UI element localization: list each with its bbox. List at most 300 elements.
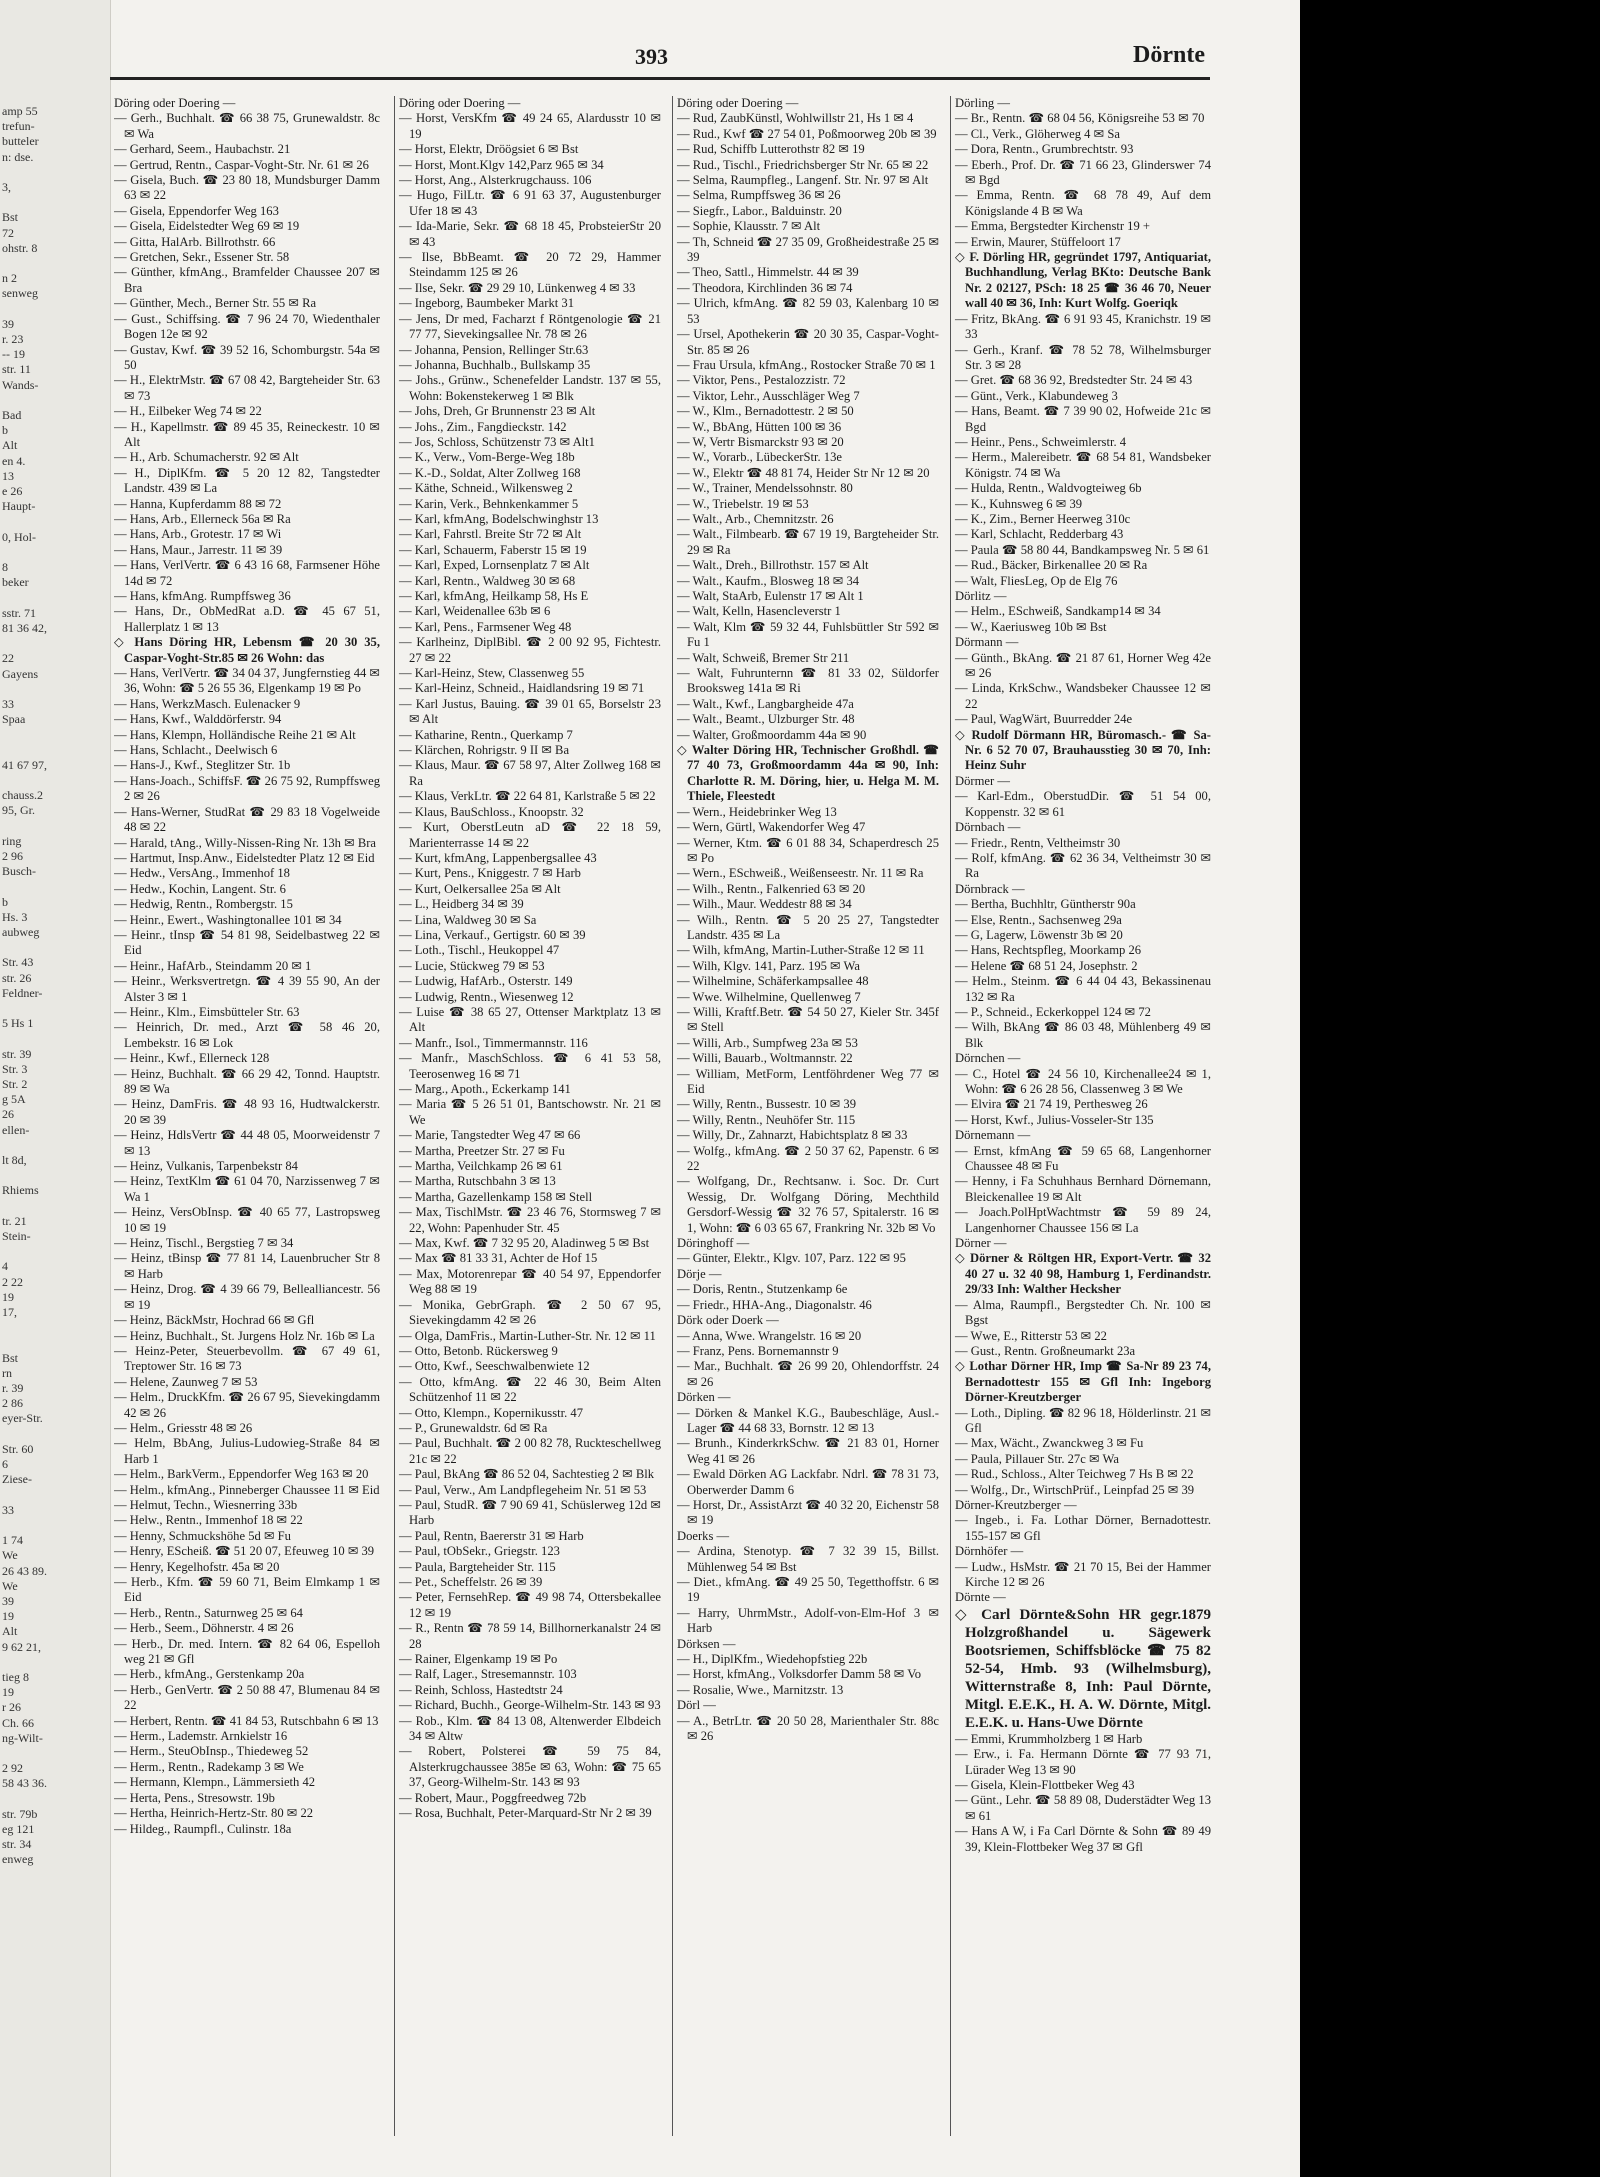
directory-entry: — Rud, ZaubKünstl, Wohlwillstr 21, Hs 1 ✉ 4 <box>677 111 914 126</box>
directory-entry: — Luise ☎ 38 65 27, Ottenser Marktplatz 13 ✉ Alt <box>399 1004 661 1035</box>
directory-entry: — Hertha, Heinrich-Hertz-Str. 80 ✉ 22 <box>114 1806 314 1821</box>
surname-heading: Dörnemann — <box>955 1128 1031 1143</box>
directory-entry: — Manfr., Isol., Timmermannstr. 116 <box>399 1035 588 1050</box>
directory-entry: — Wilh., Rentn. ☎ 5 20 25 27, Tangstedter Landstr. 435 ✉ La <box>677 912 939 942</box>
gutter-fragment: 6 <box>2 1457 8 1472</box>
gutter-fragment: str. 39 <box>2 1046 32 1061</box>
directory-entry: — Ardina, Stenotyp. ☎ 7 32 39 15, Billst. Mühlenweg 54 ✉ Bst <box>677 1544 939 1574</box>
directory-entry: — Johs., Zim., Fangdieckstr. 142 <box>399 419 567 434</box>
directory-entry: — Franz, Pens. Bornemannstr 9 <box>677 1343 839 1358</box>
directory-entry: — Rud., Tischl., Friedrichsberger Str Nr. 65 ✉ 22 <box>677 157 929 172</box>
directory-entry: — Helm., BarkVerm., Eppendorfer Weg 163 ✉ 20 <box>114 1467 369 1482</box>
directory-entry: — Walt., Arb., Chemnitzstr. 26 <box>677 511 834 526</box>
directory-entry: — Brunh., KinderkrkSchw. ☎ 21 83 01, Horner Weg 41 ✉ 26 <box>677 1436 939 1466</box>
gutter-fragment: tr. 21 <box>2 1213 27 1228</box>
directory-entry: — Viktor, Lehr., Ausschläger Weg 7 <box>677 388 860 403</box>
directory-entry: — Erwin, Maurer, Stüffeloort 17 <box>955 234 1121 249</box>
directory-entry: — Walt, FliesLeg, Op de Elg 76 <box>955 573 1118 588</box>
directory-entry: — Helmut, Techn., Wiesnerring 33b <box>114 1497 298 1512</box>
directory-entry: — Gisela, Eidelstedter Weg 69 ✉ 19 <box>114 219 300 234</box>
directory-entry: — Käthe, Schneid., Wilkensweg 2 <box>399 481 573 496</box>
directory-entry: — Wilh., Maur. Weddestr 88 ✉ 34 <box>677 897 852 912</box>
directory-entry: — W., BbAng, Hütten 100 ✉ 36 <box>677 419 842 434</box>
gutter-fragment: 2 92 <box>2 1761 23 1776</box>
directory-entry: — Hildeg., Raumpfl., Culinstr. 18a <box>114 1821 292 1836</box>
directory-entry: — Johanna, Pension, Rellinger Str.63 <box>399 342 589 357</box>
directory-entry: — Helene, Zaunweg 7 ✉ 53 <box>114 1374 258 1389</box>
gutter-fragment: str. 26 <box>2 970 32 985</box>
gutter-fragment: 26 <box>2 1107 14 1122</box>
directory-entry: — Hans, WerkzMasch. Eulenacker 9 <box>114 696 301 711</box>
directory-entry: — H., DiplKfm. ☎ 5 20 12 82, Tangstedter Landstr. 439 ✉ La <box>114 465 380 496</box>
directory-columns <box>114 96 1210 2136</box>
directory-entry: — Paula, Pillauer Str. 27c ✉ Wa <box>955 1451 1119 1466</box>
directory-entry: — Gustav, Kwf. ☎ 39 52 16, Schomburgstr. 54a ✉ 50 <box>114 342 380 372</box>
directory-entry: — Hans-Joach., SchiffsF. ☎ 26 75 92, Rumpffsweg 2 ✉ 26 <box>114 773 380 804</box>
surname-heading: Döring oder Doering — <box>677 96 799 110</box>
gutter-fragment: 1 74 <box>2 1533 23 1548</box>
directory-entry: — Walt, Fuhrunternn ☎ 81 33 02, Süldorfer Brooksweg 141a ✉ Ri <box>677 666 939 696</box>
directory-entry: — Richard, Buchh., George-Wilhelm-Str. 143 ✉ 93 <box>399 1698 661 1713</box>
directory-entry: — Gisela, Buch. ☎ 23 80 18, Mundsburger Damm 63 ✉ 22 <box>114 173 380 203</box>
gutter-fragment <box>0 1487 47 1502</box>
directory-entry: — Hugo, FilLtr. ☎ 6 91 63 37, Augustenburger Ufer 18 ✉ 43 <box>399 188 661 218</box>
directory-entry: — Else, Rentn., Sachsenweg 29a <box>955 912 1122 927</box>
directory-entry: — Hedw., Kochin, Langent. Str. 6 <box>114 881 286 896</box>
gutter-fragment: -- 19 <box>2 347 25 362</box>
gutter-fragment: str. 11 <box>2 362 31 377</box>
directory-entry: — Paul, Rentn, Baererstr 31 ✉ Harb <box>399 1528 584 1543</box>
gutter-fragment: ring <box>2 833 22 848</box>
directory-entry: — H., Kapellmstr. ☎ 89 45 35, Reineckestr. 10 ✉ Alt <box>114 419 380 449</box>
directory-entry: — Klaus, Maur. ☎ 67 58 97, Alter Zollweg 168 ✉ Ra <box>399 758 661 788</box>
directory-entry: — Wilh., Rentn., Falkenried 63 ✉ 20 <box>677 881 866 896</box>
gutter-fragment: 39 <box>2 1593 14 1608</box>
gutter-fragment <box>0 1335 47 1350</box>
directory-entry: — Heinz, Tischl., Bergstieg 7 ✉ 34 <box>114 1236 294 1251</box>
directory-entry: — R., Rentn ☎ 78 59 14, Billhornerkanalstr 24 ✉ 28 <box>399 1621 661 1651</box>
directory-entry: — Hans-Werner, StudRat ☎ 29 83 18 Vogelweide 48 ✉ 22 <box>114 804 380 835</box>
directory-entry: — Hulda, Rentn., Waldvogteiweg 6b <box>955 481 1142 496</box>
directory-entry: — Robert, Polsterei ☎ 59 75 84, Alsterkrugchaussee 385e ✉ 63, Wohn: ☎ 75 65 37, Georg-Wilhelm-Str. 143 ✉ 93 <box>399 1744 661 1790</box>
directory-entry: — Heinr., Kwf., Ellerneck 128 <box>114 1051 270 1066</box>
gutter-fragment: Stein- <box>2 1229 31 1244</box>
directory-entry: ◇ Carl Dörnte&Sohn HR gegr.1879 Holzgroßhandel u. Sägewerk Bootsriemen, Schiffsblöcke ☎ 75 82 52-54, Hmb. 93 (Wilhelmsburg), Witternstraße 8, Inh: Paul Dörnte, Mitgl. E.E.K., H. A. W. Dörnte, Mitgl. E.E.K. u. Hans-Uwe Dörnte <box>955 1606 1211 1731</box>
directory-entry: — Ilse, Sekr. ☎ 29 29 10, Lünkenweg 4 ✉ 33 <box>399 280 636 295</box>
directory-entry: — Martha, Rutschbahn 3 ✉ 13 <box>399 1174 556 1189</box>
directory-entry: — Max, Motorenrepar ☎ 40 54 97, Eppendorfer Weg 88 ✉ 19 <box>399 1266 661 1297</box>
page-number: 393 <box>635 44 668 69</box>
directory-entry: — Helm., DruckKfm. ☎ 26 67 95, Sievekingdamm 42 ✉ 26 <box>114 1390 380 1420</box>
gutter-fragment <box>0 302 47 317</box>
directory-entry: — Karl Justus, Bauing. ☎ 39 01 65, Borselstr 23 ✉ Alt <box>399 696 661 727</box>
directory-entry: — Olga, DamFris., Martin-Luther-Str. Nr. 12 ✉ 11 <box>399 1328 656 1343</box>
surname-heading: Dörner — <box>955 1236 1007 1251</box>
directory-entry: — Emma, Rentn. ☎ 68 78 49, Auf dem Königslande 4 B ✉ Wa <box>955 188 1211 218</box>
directory-entry: — Cl., Verk., Glöherweg 4 ✉ Sa <box>955 126 1120 141</box>
directory-entry: — Wilh, kfmAng, Martin-Luther-Straße 12 ✉ 11 <box>677 943 925 958</box>
directory-entry: — Lucie, Stückweg 79 ✉ 53 <box>399 958 545 973</box>
directory-entry: — Jos, Schloss, Schützenstr 73 ✉ Alt1 <box>399 434 595 449</box>
gutter-fragment: Str. 2 <box>2 1077 28 1091</box>
directory-entry: — Erw., i. Fa. Hermann Dörnte ☎ 77 93 71, Lürader Weg 13 ✉ 90 <box>955 1747 1211 1777</box>
header-rule <box>110 77 1210 80</box>
directory-entry: — Siegfr., Labor., Balduinstr. 20 <box>677 203 842 218</box>
directory-entry: — Wilh, BkAng ☎ 86 03 48, Mühlenberg 49 ✉ Blk <box>955 1020 1211 1050</box>
directory-entry: — Lina, Verkauf., Gertigstr. 60 ✉ 39 <box>399 927 586 942</box>
directory-entry: — Walt., Filmbearb. ☎ 67 19 19, Bargteheider Str. 29 ✉ Ra <box>677 527 939 557</box>
directory-entry: — Hans, Kwf., Walddörferstr. 94 <box>114 712 282 727</box>
directory-entry: — Hans, kfmAng. Rumpffsweg 36 <box>114 589 291 603</box>
directory-entry: — W., Triebelstr. 19 ✉ 53 <box>677 496 809 511</box>
gutter-fragment: eg 121 <box>2 1821 35 1836</box>
directory-entry: — Eberh., Prof. Dr. ☎ 71 66 23, Glinderswег 74 ✉ Bgd <box>955 157 1211 188</box>
directory-entry: — G, Lagerw, Löwenstr 3b ✉ 20 <box>955 927 1123 942</box>
directory-entry: — Manfr., MaschSchloss. ☎ 6 41 53 58, Teerosenweg 16 ✉ 71 <box>399 1051 661 1081</box>
directory-entry: — Rud, Schiffb Lutterothstr 82 ✉ 19 <box>677 142 865 157</box>
directory-entry: — Wilhelmine, Schäferkampsallee 48 <box>677 974 869 989</box>
gutter-fragment: b <box>2 894 8 909</box>
gutter-fragment: ellen- <box>2 1122 30 1137</box>
gutter-fragment: Gayens <box>2 666 38 681</box>
gutter-fragment: Str. 3 <box>2 1061 28 1076</box>
directory-entry: — Kurt, Pens., Kniggestr. 7 ✉ Harb <box>399 866 581 881</box>
directory-entry: — Karlheinz, DiplBibl. ☎ 2 00 92 95, Fichtestr. 27 ✉ 22 <box>399 635 661 665</box>
directory-entry: — Hans, Beamt. ☎ 7 39 90 02, Hofweide 21c ✉ Bgd <box>955 404 1211 434</box>
directory-entry: — Martha, Veilchkamp 26 ✉ 61 <box>399 1159 563 1174</box>
directory-entry: — K., Kuhnsweg 6 ✉ 39 <box>955 496 1083 511</box>
directory-entry: — Lina, Waldweg 30 ✉ Sa <box>399 912 537 927</box>
directory-entry: — Günther, kfmAng., Bramfelder Chaussee 207 ✉ Bra <box>114 265 380 295</box>
directory-entry: — Dörken & Mankel K.G., Baubeschläge, Ausl.-Lager ☎ 44 68 33, Bornstr. 12 ✉ 13 <box>677 1405 939 1435</box>
gutter-fragment: Rhiems <box>2 1183 39 1198</box>
gutter-fragments <box>0 104 47 1868</box>
directory-entry: — Br., Rentn. ☎ 68 04 56, Königsreihe 53 ✉ 70 <box>955 111 1205 126</box>
surname-heading: Dörnbach — <box>955 820 1021 835</box>
directory-entry: — Paul, StudR. ☎ 7 90 69 41, Schüslerweg 12d ✉ Harb <box>399 1497 661 1528</box>
directory-entry: — Heinr., Werksvertretgn. ☎ 4 39 55 90, An der Alster 3 ✉ 1 <box>114 974 380 1004</box>
directory-entry: — Klaus, BauSchloss., Knoopstr. 32 <box>399 804 584 819</box>
gutter-fragment <box>0 393 47 408</box>
directory-entry: — Gust., Rentn. Großneumarkt 23a <box>955 1343 1136 1358</box>
directory-entry: — Paul, tObSekr., Griegstr. 123 <box>399 1544 560 1559</box>
directory-entry: — Heinr., Klm., Eimsbütteler Str. 63 <box>114 1004 300 1019</box>
directory-entry: — Walt, Klm ☎ 59 32 44, Fuhlsbüttler Str 592 ✉ Fu 1 <box>677 619 939 650</box>
surname-heading: Dörling — <box>955 96 1010 110</box>
gutter-fragment: e 26 <box>2 484 23 499</box>
directory-entry: — Horst, VersKfm ☎ 49 24 65, Alardusstr 10 ✉ 19 <box>399 111 661 141</box>
directory-entry: — Hanna, Kupferdamm 88 ✉ 72 <box>114 496 282 511</box>
directory-entry: — Herb., Seem., Döhnerstr. 4 ✉ 26 <box>114 1621 294 1636</box>
gutter-fragment <box>0 879 47 894</box>
directory-entry: — Otto, Betonb. Rückersweg 9 <box>399 1343 558 1358</box>
directory-entry: — Herb., kfmAng., Gerstenkamp 20a <box>114 1667 305 1682</box>
directory-entry: — Herb., Kfm. ☎ 59 60 71, Beim Elmkamp 1 ✉ Eid <box>114 1575 380 1605</box>
directory-entry: — Karl, Fahrstl. Breite Str 72 ✉ Alt <box>399 527 582 542</box>
directory-entry: — Hedwig, Rentn., Rombergstr. 15 <box>114 897 293 912</box>
directory-entry: — Walt, Kelln, Hasencleverstr 1 <box>677 604 841 619</box>
directory-entry: — Walt, Schweiß, Bremer Str 211 <box>677 650 850 665</box>
directory-entry: — Gretchen, Sekr., Essener Str. 58 <box>114 250 290 265</box>
directory-entry: — Karl-Heinz, Schneid., Haidlandsring 19 ✉ 71 <box>399 681 645 696</box>
gutter-fragment: Alt <box>2 1624 18 1639</box>
surname-heading: Döringhoff — <box>677 1236 750 1251</box>
directory-entry: — Hans A W, i Fa Carl Dörnte & Sohn ☎ 89 49 39, Klein-Flottbeker Weg 37 ✉ Gfl <box>955 1824 1211 1854</box>
directory-entry: — Max, Wächt., Zwanckweg 3 ✉ Fu <box>955 1436 1144 1451</box>
surname-heading: Dörnte — <box>955 1590 1006 1605</box>
directory-entry: — Heinz, Vulkanis, Tarpenbekstr 84 <box>114 1159 298 1174</box>
gutter-fragment: butteler <box>2 134 39 149</box>
directory-entry: — Jens, Dr med, Facharzt f Röntgenologie ☎ 21 77 77, Sievekingsallee Nr. 78 ✉ 26 <box>399 311 661 342</box>
directory-entry: — Herm., Rentn., Radekamp 3 ✉ We <box>114 1759 304 1774</box>
gutter-fragment: Bst <box>2 210 19 225</box>
directory-entry: — K., Verw., Vom-Berge-Weg 18b <box>399 450 575 465</box>
directory-entry: — Karl, Schlacht, Redderbarg 43 <box>955 527 1124 542</box>
gutter-fragment: We <box>2 1578 18 1593</box>
directory-entry: — Helm., kfmAng., Pinneberger Chaussee 11 ✉ Eid <box>114 1482 380 1497</box>
directory-entry: — K., Zim., Berner Heerweg 310c <box>955 511 1131 526</box>
directory-entry: — Robert, Maur., Poggfreedweg 72b <box>399 1790 587 1805</box>
directory-entry: — Helm, BbAng, Julius-Ludowieg-Straße 84 ✉ Harb 1 <box>114 1436 380 1466</box>
surname-heading: Dörlitz — <box>955 589 1007 603</box>
directory-entry: — Joach.PolHptWachtmstr ☎ 59 89 24, Langenhorner Chaussee 156 ✉ La <box>955 1205 1211 1235</box>
gutter-fragment: r. 23 <box>2 332 24 347</box>
directory-entry: — Hartmut, Insp.Anw., Eidelstedter Platz 12 ✉ Eid <box>114 850 375 865</box>
directory-entry: — Karl, Exped, Lornsenplatz 7 ✉ Alt <box>399 558 590 573</box>
gutter-fragment: Spaa <box>2 712 26 727</box>
gutter-fragment: 22 <box>2 651 14 666</box>
directory-entry: — Willy, Rentn., Neuhöfer Str. 115 <box>677 1112 856 1127</box>
surname-heading: Dörnbrack — <box>955 881 1025 896</box>
directory-entry: — Wern., ESchweiß., Weißenseestr. Nr. 11 ✉ Ra <box>677 866 924 881</box>
gutter-fragment: 17, <box>2 1305 17 1320</box>
gutter-fragment: r. 39 <box>2 1381 24 1396</box>
gutter-fragment: 4 <box>2 1259 8 1274</box>
directory-entry: — Wwe, E., Ritterstr 53 ✉ 22 <box>955 1328 1107 1343</box>
gutter-fragment <box>0 165 47 180</box>
gutter-fragment: str. 34 <box>2 1837 32 1852</box>
gutter-fragment: 33 <box>2 696 14 711</box>
directory-entry: — Bertha, Buchhltr, Güntherstr 90a <box>955 897 1136 912</box>
directory-entry: — Paul, BkAng ☎ 86 52 04, Sachtestieg 2 ✉ Blk <box>399 1467 655 1482</box>
column-3 <box>672 96 939 2136</box>
directory-entry: — Heinr., Ewert., Washingtonallee 101 ✉ 34 <box>114 912 342 927</box>
gutter-fragment: trefun- <box>2 119 35 134</box>
directory-entry: — Ingeb., i. Fa. Lothar Dörner, Bernadottestr. 155-157 ✉ Gfl <box>955 1513 1211 1543</box>
gutter-fragment: 2 86 <box>2 1396 23 1411</box>
gutter-fragment: rn <box>2 1365 12 1380</box>
gutter-fragment: Bad <box>2 408 22 423</box>
gutter-fragment: Alt <box>2 438 18 453</box>
directory-entry: — Horst, Elektr, Dröögsiet 6 ✉ Bst <box>399 142 579 157</box>
directory-entry: — Walter, Großmoordamm 44a ✉ 90 <box>677 727 867 742</box>
directory-entry: — Pet., Scheffelstr. 26 ✉ 39 <box>399 1575 543 1589</box>
gutter-fragment: ng-Wilt- <box>2 1730 43 1745</box>
surname-heading: Dörner-Kreutzberger — <box>955 1497 1077 1512</box>
directory-entry: — W, Vertr Bismarckstr 93 ✉ 20 <box>677 434 844 449</box>
gutter-fragment: 2 96 <box>2 848 23 863</box>
directory-entry: — W., Trainer, Mendelssohnstr. 80 <box>677 481 853 496</box>
directory-entry: — Heinr., tInsp ☎ 54 81 98, Seidelbastweg 22 ✉ Eid <box>114 927 380 958</box>
gutter-fragment <box>0 1168 47 1183</box>
directory-entry: — Willy, Dr., Zahnarzt, Habichtsplatz 8 ✉ 33 <box>677 1128 908 1143</box>
gutter-fragment: Wands- <box>2 377 39 392</box>
gutter-fragment <box>0 682 47 697</box>
directory-entry: — Heinrich, Dr. med., Arzt ☎ 58 46 20, Lembekstr. 16 ✉ Lok <box>114 1020 380 1050</box>
directory-entry: — Anna, Wwe. Wrangelstr. 16 ✉ 20 <box>677 1328 862 1343</box>
directory-entry: — Paul, Verw., Am Landpflegeheim Nr. 51 ✉ 53 <box>399 1482 647 1497</box>
directory-entry: — Johs, Dreh, Gr Brunnenstr 23 ✉ Alt <box>399 404 596 419</box>
directory-entry: — Heinz-Peter, Steuerbevollm. ☎ 67 49 61, Treptower Str. 16 ✉ 73 <box>114 1343 380 1374</box>
directory-entry: — Herm., Lademstr. Arnkielstr 16 <box>114 1729 288 1744</box>
directory-entry: — Ludwig, HafArb., Osterstr. 149 <box>399 974 573 989</box>
directory-entry: — Ingeborg, Baumbeker Markt 31 <box>399 296 574 311</box>
gutter-fragment: amp 55 <box>2 104 38 118</box>
gutter-fragment: 3, <box>2 180 11 195</box>
gutter-fragment <box>0 256 47 271</box>
gutter-fragment: beker <box>2 575 29 590</box>
directory-entry: — Willy, Rentn., Bussestr. 10 ✉ 39 <box>677 1097 857 1112</box>
directory-entry: — Karl, Pens., Farmsener Weg 48 <box>399 619 572 634</box>
directory-entry: — Horst, Ang., Alsterkrugchauss. 106 <box>399 173 592 188</box>
directory-entry: — Werner, Ktm. ☎ 6 01 88 34, Schaperdresch 25 ✉ Po <box>677 835 939 865</box>
gutter-fragment <box>0 940 47 955</box>
gutter-fragment: Str. 60 <box>2 1441 34 1456</box>
directory-entry: — Katharine, Rentn., Querkamp 7 <box>399 727 573 742</box>
gutter-fragment <box>0 591 47 606</box>
directory-entry: — Hans, Klempn, Holländische Reihe 21 ✉ Alt <box>114 727 356 742</box>
gutter-fragment <box>0 819 47 834</box>
gutter-fragment: 72 <box>2 225 14 240</box>
directory-entry: — Hans, Arb., Grotestr. 17 ✉ Wi <box>114 527 282 542</box>
gutter-fragment <box>0 743 47 758</box>
directory-entry: — Wern., Heidebrinker Weg 13 <box>677 804 837 819</box>
gutter-fragment: enweg <box>2 1852 34 1867</box>
directory-entry: — Mar., Buchhalt. ☎ 26 99 20, Ohlendorffstr. 24 ✉ 26 <box>677 1359 939 1389</box>
column-4 <box>950 96 1211 2136</box>
directory-entry: — Friedr., Rentn, Veltheimstr 30 <box>955 835 1121 850</box>
directory-entry: — P., Grunewaldstr. 6d ✉ Ra <box>399 1420 548 1435</box>
directory-entry: — Heinz, Drog. ☎ 4 39 66 79, Bellealliancestr. 56 ✉ 19 <box>114 1282 380 1312</box>
surname-heading: Döring oder Doering — <box>114 96 236 110</box>
directory-entry: — Reinh, Schloss, Hastedtstr 24 <box>399 1682 563 1697</box>
directory-entry: — Kurt, kfmAng, Lappenbergsallee 43 <box>399 850 597 865</box>
directory-entry: — W., Vorarb., LübeckerStr. 13e <box>677 450 842 465</box>
gutter-fragment: 2 22 <box>2 1274 23 1289</box>
directory-entry: — Helm., Steinm. ☎ 6 44 04 43, Bekassinenau 132 ✉ Ra <box>955 974 1211 1004</box>
directory-entry: ◇ Hans Döring HR, Lebensm ☎ 20 30 35, Caspar-Voght-Str.85 ✉ 26 Wohn: das <box>114 635 380 665</box>
directory-entry: — Ilse, BbBeamt. ☎ 20 72 29, Hammer Steindamm 125 ✉ 26 <box>399 250 661 280</box>
gutter-fragment: n: dse. <box>2 149 34 164</box>
directory-entry: ◇ Rudolf Dörmann HR, Büromasch.- ☎ Sa-Nr. 6 52 70 07, Brauhausstieg 30 ✉ 70, Inh: Heinz Suhr <box>955 727 1211 773</box>
directory-entry: ◇ Lothar Dörner HR, Imp ☎ Sa-Nr 89 23 74, Bernadottestr 155 ✉ Gfl Inh: Ingeborg Dörner-Kreutzberger <box>955 1359 1211 1405</box>
directory-entry: — Harry, UhrmMstr., Adolf-von-Elm-Hof 3 ✉ Harb <box>677 1605 939 1636</box>
gutter-fragment: r 26 <box>2 1700 21 1715</box>
directory-entry: — Rainer, Elgenkamp 19 ✉ Po <box>399 1652 558 1667</box>
gutter-fragment <box>0 773 47 788</box>
directory-entry: — Ralf, Lager., Stresemannstr. 103 <box>399 1667 577 1682</box>
directory-entry: — Loth., Tischl., Heukoppel 47 <box>399 943 560 958</box>
directory-entry: — Otto, Kwf., Seeschwalbenwiete 12 <box>399 1359 590 1374</box>
directory-entry: — Helm., ESchweiß, Sandkamp14 ✉ 34 <box>955 604 1161 619</box>
directory-entry: — Th, Schneid ☎ 27 35 09, Großheidestraße 25 ✉ 39 <box>677 234 939 265</box>
gutter-fragment <box>0 636 47 651</box>
directory-entry: — H., DiplKfm., Wiedehopfstieg 22b <box>677 1652 868 1667</box>
directory-entry: — Herm., Malereibetr. ☎ 68 54 81, Wandsbeker Königstr. 74 ✉ Wa <box>955 450 1211 480</box>
surname-heading: Dörk oder Doerk — <box>677 1313 779 1328</box>
directory-entry: — Günt., Lehr. ☎ 58 89 08, Duderstädter Weg 13 ✉ 61 <box>955 1793 1211 1823</box>
directory-entry: — Helm., Griesstr 48 ✉ 26 <box>114 1420 253 1435</box>
gutter-fragment <box>0 1138 47 1153</box>
gutter-fragment <box>0 1244 47 1259</box>
directory-entry: — Hans, Arb., Ellerneck 56a ✉ Ra <box>114 511 291 526</box>
directory-entry: — Diet., kfmAng. ☎ 49 25 50, Tegetthoffstr. 6 ✉ 19 <box>677 1575 939 1605</box>
directory-entry: — Kurt, Oelkersallee 25a ✉ Alt <box>399 881 561 896</box>
directory-entry: — Gertrud, Rentn., Caspar-Voght-Str. Nr. 61 ✉ 26 <box>114 157 369 172</box>
directory-entry: — Ludwig, Rentn., Wiesenweg 12 <box>399 989 574 1004</box>
gutter-fragment <box>0 195 47 210</box>
directory-entry: — Heinz, Buchhalt., St. Jurgens Holz Nr. 16b ✉ La <box>114 1328 375 1343</box>
gutter-fragment: b <box>2 423 8 438</box>
directory-entry: — Karl, kfmAng, Heilkamp 58, Hs E <box>399 589 589 603</box>
directory-entry: — Selma, Raumpfleg., Langenf. Str. Nr. 97 ✉ Alt <box>677 173 929 188</box>
gutter-fragment <box>0 1001 47 1016</box>
directory-entry: — Max, TischlMstr. ☎ 23 46 76, Stormsweg 7 ✉ 22, Wohn: Papenhuder Str. 45 <box>399 1205 661 1235</box>
directory-entry: — Walt., Kaufm., Blosweg 18 ✉ 34 <box>677 573 860 588</box>
running-head: Dörnte <box>1133 42 1205 68</box>
surname-heading: Dörje — <box>677 1266 722 1281</box>
directory-entry: — Hans, Rechtspfleg, Moorkamp 26 <box>955 943 1142 958</box>
directory-entry: — Heinz, HdlsVertr ☎ 44 48 05, Moorweidenstr 7 ✉ 13 <box>114 1128 380 1158</box>
directory-entry: — Hans-J., Kwf., Steglitzer Str. 1b <box>114 758 291 773</box>
gutter-fragment: 33 <box>2 1502 14 1517</box>
surname-heading: Doerks — <box>677 1528 730 1543</box>
directory-entry: — Heinr., Pens., Schweimlerstr. 4 <box>955 434 1127 449</box>
gutter-fragment <box>0 1199 47 1214</box>
directory-entry: — Heinz, DamFris. ☎ 48 93 16, Hudtwalckerstr. 20 ✉ 39 <box>114 1097 380 1127</box>
gutter-fragment: ohstr. 8 <box>2 240 38 255</box>
directory-entry: — Horst, Kwf., Julius-Vosseler-Str 135 <box>955 1112 1154 1127</box>
directory-entry: — Heinz, tBinsp ☎ 77 81 14, Lauenbrucher Str 8 ✉ Harb <box>114 1251 380 1281</box>
surname-heading: Dörl — <box>677 1698 716 1713</box>
directory-entry: — Henry, Kegelhofstr. 45a ✉ 20 <box>114 1559 280 1574</box>
directory-entry: — Willi, Kraftf.Betr. ☎ 54 50 27, Kieler Str. 345f ✉ Stell <box>677 1004 939 1035</box>
directory-entry: — Theo, Sattl., Himmelstr. 44 ✉ 39 <box>677 265 859 280</box>
directory-entry: — Karl, Rentn., Waldweg 30 ✉ 68 <box>399 573 576 588</box>
directory-entry: — Paula ☎ 58 80 44, Bandkampsweg Nr. 5 ✉ 61 <box>955 542 1210 557</box>
directory-entry: — Kurt, OberstLeutn aD ☎ 22 18 59, Marienterrasse 14 ✉ 22 <box>399 820 661 850</box>
directory-entry: — Ernst, kfmAng ☎ 59 65 68, Langenhorner Chaussee 48 ✉ Fu <box>955 1143 1211 1174</box>
page-header <box>110 40 1210 78</box>
surname-heading: Döring oder Doering — <box>399 96 521 110</box>
directory-entry: — Herta, Pens., Stresowstr. 19b <box>114 1790 275 1805</box>
gutter-fragment: 58 43 36. <box>2 1776 47 1791</box>
directory-entry: — Karl, Weidenallee 63b ✉ 6 <box>399 604 551 619</box>
column-2 <box>394 96 661 2136</box>
gutter-fragment <box>0 1031 47 1046</box>
directory-entry: — Wwe. Wilhelmine, Quellenweg 7 <box>677 989 861 1004</box>
directory-entry: — Herb., Dr. med. Intern. ☎ 82 64 06, Espelloh weg 21 ✉ Gfl <box>114 1636 380 1667</box>
directory-entry: — Hans, Schlacht., Deelwisch 6 <box>114 743 278 758</box>
directory-entry: — Walt., Dreh., Billrothstr. 157 ✉ Alt <box>677 558 869 573</box>
directory-entry: ◇ Dörner & Röltgen HR, Export-Vertr. ☎ 32 40 27 u. 32 40 98, Hamburg 1, Ferdinandstr. 29/33 Inh: Walther Hecksher <box>955 1251 1211 1297</box>
directory-entry: — Herb., GenVertr. ☎ 2 50 88 47, Blumenau 84 ✉ 22 <box>114 1682 380 1713</box>
directory-entry: — Wolfg., kfmAng. ☎ 2 50 37 62, Papenstr. 6 ✉ 22 <box>677 1143 939 1174</box>
gutter-fragment: 81 36 42, <box>2 620 47 635</box>
directory-entry: — Rolf, kfmAng. ☎ 62 36 34, Veltheimstr 30 ✉ Ra <box>955 850 1211 881</box>
directory-entry: — Johanna, Buchhalb., Bullskamp 35 <box>399 357 591 372</box>
gutter-fragment: tieg 8 <box>2 1669 29 1684</box>
